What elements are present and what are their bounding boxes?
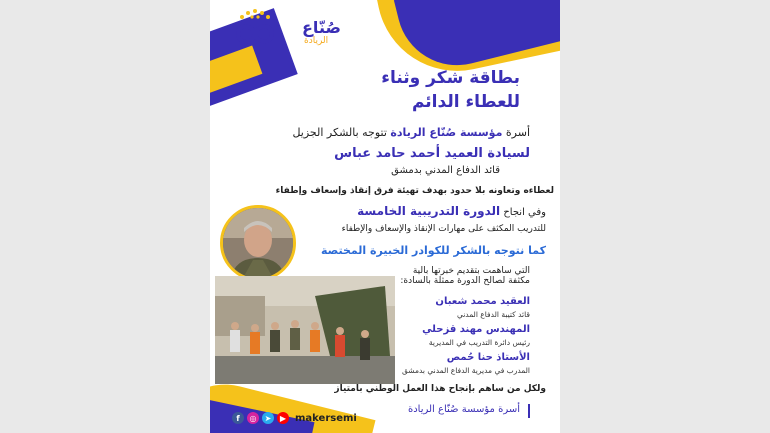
experts-description: التي ساهمت بتقديم خبرتها بالية مكثفة لصالح الدورة ممثلة بالسادة: [400,266,530,286]
person-name: الأستاذ حنا حُمص [446,352,530,363]
person-role: المدرب في مديرية الدفاع المدني بدمشق [402,366,530,375]
logo [232,6,352,50]
person-role: رئيس دائرة التدريب في المديرية [428,338,530,347]
course-pre: وفي انجاح [503,207,546,218]
facebook-icon[interactable]: f [232,412,244,424]
reason-text: لعطاءه وتعاونه بلا حدود بهدف تهيئة فرق إنقاذ وإسعاف وإطفاء [275,186,554,196]
person-role: قائد كتيبة الدفاع المدني [456,310,530,319]
social-links [232,412,357,424]
honoree-role: قائد الدفاع المدني بدمشق [391,165,500,176]
card-title-line2: للعطاء الدائم [411,92,520,112]
logo-icon [232,6,278,46]
family-pre: أسرة [505,126,530,139]
logo-subtitle: الريادة [304,36,329,46]
honoree-name: لسيادة العميد أحمد حامد عباس [334,146,530,161]
logo-name: صُنّاع [302,18,341,37]
social-handle[interactable]: makersemi [295,412,357,424]
family-post: تتوجه بالشكر الجزيل [292,126,387,139]
instagram-icon[interactable]: ◎ [247,412,259,424]
thanks-experts: كما نتوجه بالشكر للكوادر الخبيرة المختصة [320,244,546,257]
person-name: المهندس مهند قزحلي [422,324,530,335]
course-line [357,204,546,218]
signature-divider [528,404,530,418]
family-line [292,126,530,139]
course-name: الدورة التدريبية الخامسة [357,204,501,218]
person-name: العقيد محمد شعبان [435,296,530,307]
training-photo [215,276,395,384]
card-title-line1: بطاقة شكر وثناء [381,68,520,88]
signature: أسرة مؤسسة صُنّاع الريادة [407,404,520,415]
telegram-icon[interactable]: ➤ [262,412,274,424]
course-description: للتدريب المكثف على مهارات الإنقاذ والإسعاف والإطفاء [341,224,546,234]
org-name: مؤسسة صُنّاع الريادة [390,126,503,139]
honoree-photo [220,205,296,281]
closing-text: ولكل من ساهم بإنجاح هذا العمل الوطني بامتياز [334,384,546,394]
thank-you-card [210,0,560,433]
youtube-icon[interactable]: ▶ [277,412,289,424]
